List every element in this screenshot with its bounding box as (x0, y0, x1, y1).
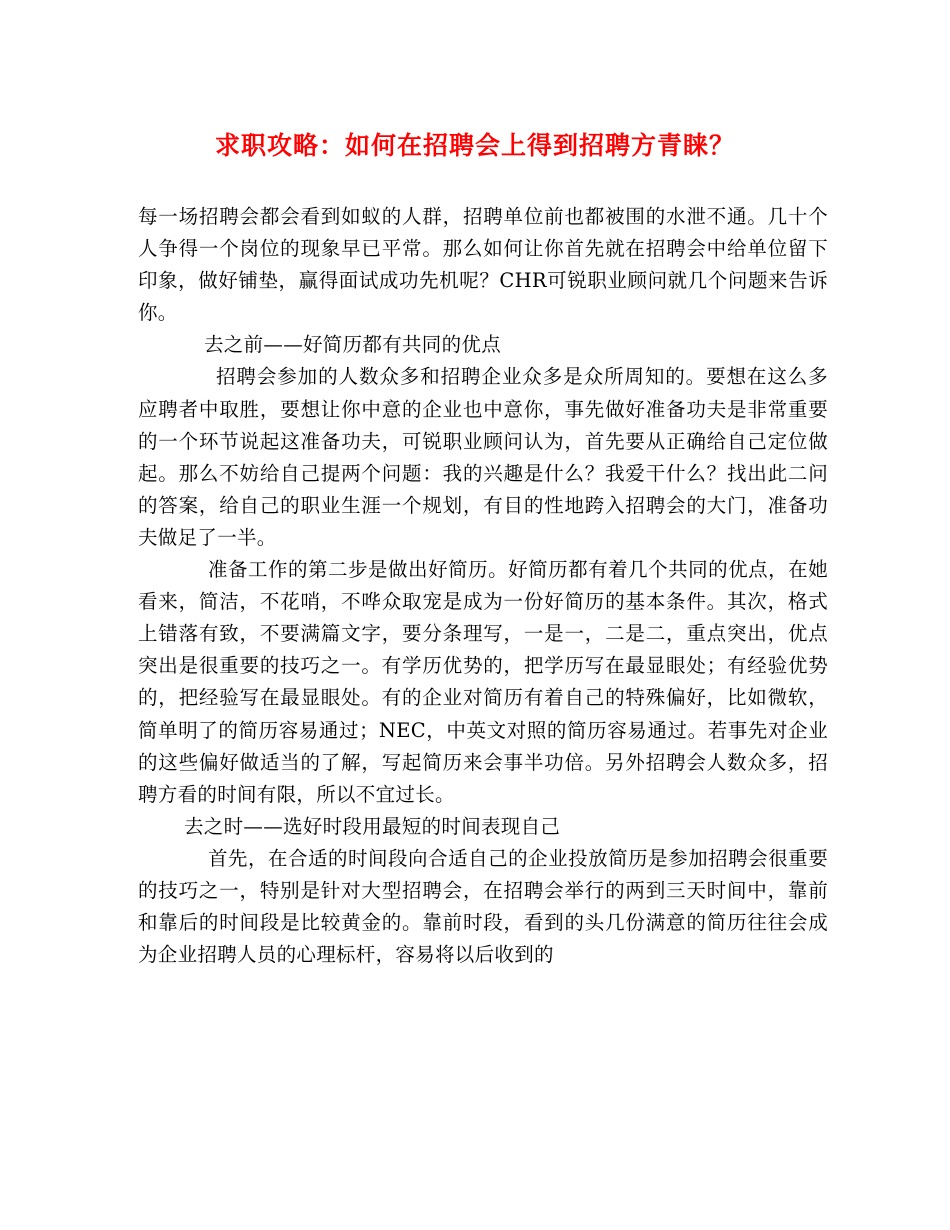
article-body (138, 201, 828, 971)
section-heading-during: 去之时——选好时段用最短的时间表现自己 (184, 814, 561, 838)
intro-paragraph: 每一场招聘会都会看到如蚁的人群，招聘单位前也都被围的水泄不通。几十个人争得一个岗位的现象早已平常。那么如何让你首先就在招聘会中给单位留下印象，做好铺垫，赢得面试成功先机呢？CHR可锐职业顾问就几个问题来告诉你。 (138, 205, 828, 325)
paragraph-resume: 准备工作的第二步是做出好简历。好简历都有着几个共同的优点，在她看来，简洁，不花哨，不哗众取宠是成为一份好简历的基本条件。其次，格式上错落有致，不要满篇文字，要分条理写，一是一，二是二，重点突出，优点突出是很重要的技巧之一。有学历优势的，把学历写在最显眼处；有经验优势的，把经验写在最显眼处。有的企业对简历有着自己的特殊偏好，比如微软，简单明了的简历容易通过；NEC，中英文对照的简历容易通过。若事先对企业的这些偏好做适当的了解，写起简历来会事半功倍。另外招聘会人数众多，招聘方看的时间有限，所以不宜过长。 (138, 558, 828, 806)
paragraph-preparation: 招聘会参加的人数众多和招聘企业众多是众所周知的。要想在这么多应聘者中取胜，要想让你中意的企业也中意你，事先做好准备功夫是非常重要的一个环节说起这准备功夫，可锐职业顾问认为，首先要从正确给自己定位做起。那么不妨给自己提两个问题：我的兴趣是什么？我爱干什么？找出此二问的答案，给自己的职业生涯一个规划，有目的性地跨入招聘会的大门，准备功夫做足了一半。 (138, 365, 828, 549)
section-heading-before: 去之前——好简历都有共同的优点 (204, 333, 501, 357)
page-title: 求职攻略：如何在招聘会上得到招聘方青睐？ (214, 131, 735, 160)
paragraph-timing: 首先，在合适的时间段向合适自己的企业投放简历是参加招聘会很重要的技巧之一，特别是针对大型招聘会，在招聘会举行的两到三天时间中，靠前和靠后的时间段是比较黄金的。靠前时段，看到的头几份满意的简历往往会成为企业招聘人员的心理标杆，容易将以后收到的 (138, 846, 828, 967)
